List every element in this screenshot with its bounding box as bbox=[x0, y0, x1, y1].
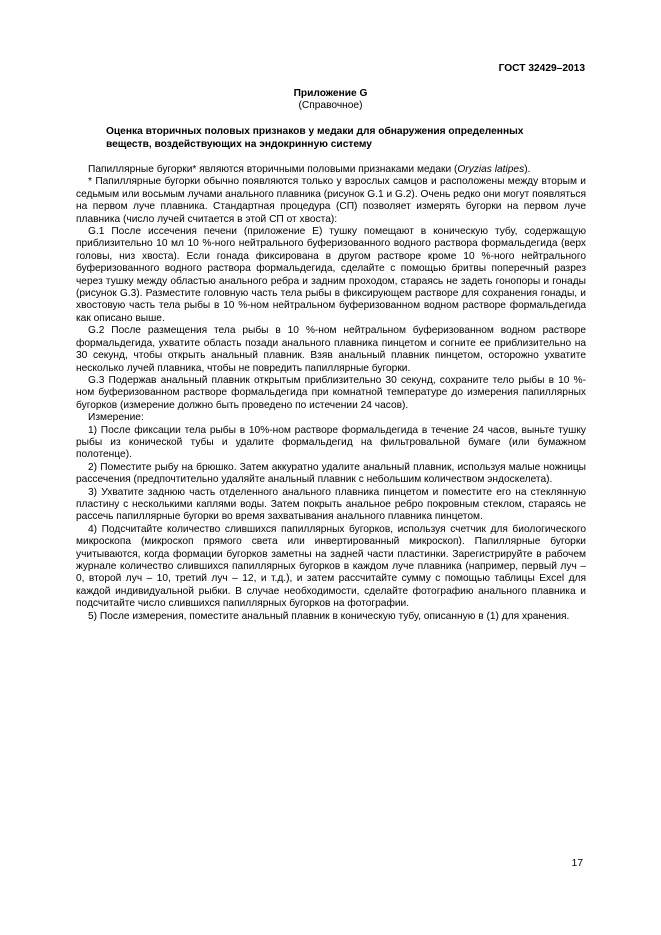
section-heading: Оценка вторичных половых признаков у медаки для обнаружения определенных веществ, воздействующих на эндокринную систему bbox=[106, 126, 524, 150]
step-g2: G.2 После размещения тела рыбы в 10 %-ном нейтральном буферизованном водном растворе формальдегида, ухватите область позади анального плавника пинцетом и согните ее приблизительно на 30 секунд, чтобы открыть анальный плавник. Взяв анальный плавник пинцетом, осторожно ухватите несколько лучей плавника, чтобы не повредить папиллярные бугорки. bbox=[76, 325, 586, 374]
measurement-label: Измерение: bbox=[88, 412, 144, 424]
measurement-item-3: 3) Ухватите заднюю часть отделенного анального плавника пинцетом и поместите его на стеклянную пластину с несколькими каплями воды. Затем покрыть анальное ребро покровным стеклом, стараясь не рассечь папиллярные бугорки во время захватывания анального плавника пинцетом. bbox=[76, 486, 586, 523]
standard-number: ГОСТ 32429–2013 bbox=[498, 63, 585, 74]
measurement-item-2: 2) Поместите рыбу на брюшко. Затем аккуратно удалите анальный плавник, используя малые ножницы рассечения (предпочтительно удаляйте анальный плавник с небольшим количеством эндоскелета). bbox=[76, 461, 586, 486]
measurement-item-1: 1) После фиксации тела рыбы в 10%-ном растворе формальдегида в течение 24 часов, выньте тушку рыбы из конической тубы и удалите формальдегид на фильтровальной бумаге (или бумажном полотенце). bbox=[76, 424, 586, 461]
footnote-paragraph: * Папиллярные бугорки обычно появляются только у взрослых самцов и расположены между вторым и седьмым или восьмым лучами анального плавника (рисунок G.1 и G.2). Очень редко они могут появляться на первом луче плавника. Стандартная процедура (СП) позволяет измерять бугорки на первом луче плавника (число лучей считается в этой СП от хвоста): bbox=[76, 176, 586, 225]
page-number: 17 bbox=[571, 858, 583, 869]
annex-type: (Справочное) bbox=[298, 100, 363, 111]
measurement-item-5: 5) После измерения, поместите анальный плавник в коническую тубу, описанную в (1) для хранения. bbox=[88, 610, 570, 622]
annex-title: Приложение G bbox=[293, 88, 368, 99]
document-body bbox=[76, 164, 586, 623]
step-g1: G.1 После иссечения печени (приложение Е) тушку помещают в коническую тубу, содержащую приблизительно 10 мл 10 %-ного нейтрального буферизованного водного раствора формальдегида (верх головы, низ хвоста). Если гонада фиксирована в другом растворе кроме 10 %-ного нейтрального буферизованного водного раствора формальдегида, сделайте с помощью бритвы поперечный разрез через тушку между областью анального ребра и задним проходом, стараясь не задеть гонопоры и гонады (рисунок G.3). Разместите головную часть тела рыбы в фиксирующем растворе для сохранения гонады, и хвостовую часть тела рыбы в 10 %-ном нейтральном буферизованном водном растворе формальдегида как описано выше. bbox=[76, 226, 586, 324]
species-name: Oryzias latipes bbox=[457, 164, 525, 175]
intro-paragraph bbox=[76, 164, 586, 176]
intro-text-after: ). bbox=[524, 164, 531, 175]
intro-text-before: Папиллярные бугорки* являются вторичными половыми признаками медаки ( bbox=[88, 164, 458, 175]
step-g3: G.3 Подержав анальный плавник открытым приблизительно 30 секунд, сохраните тело рыбы в 10 %-ном буферизованном растворе формальдегида при комнатной температуре до измерения папиллярных бугорков (измерение должно быть проведено по истечении 24 часов). bbox=[76, 374, 586, 411]
measurement-item-4: 4) Подсчитайте количество слившихся папиллярных бугорков, используя счетчик для биологического микроскопа (микроскоп прямого света или инвертированный микроскоп). Папиллярные бугорки учитываются, когда формации бугорков заметны на задней части пластинки. Зарегистрируйте в рабочем журнале количество слившихся папиллярных бугорков в каждом луче плавника (например, первый луч – 0, второй луч – 10, третий луч – 12, и т.д.), и затем рассчитайте сумму с помощью таблицы Excel для каждой индивидуальной рыбки. В случае необходимости, сделайте фотографию анального плавника и подсчитайте число слившихся папиллярных бугорков на фотографии. bbox=[76, 523, 586, 610]
